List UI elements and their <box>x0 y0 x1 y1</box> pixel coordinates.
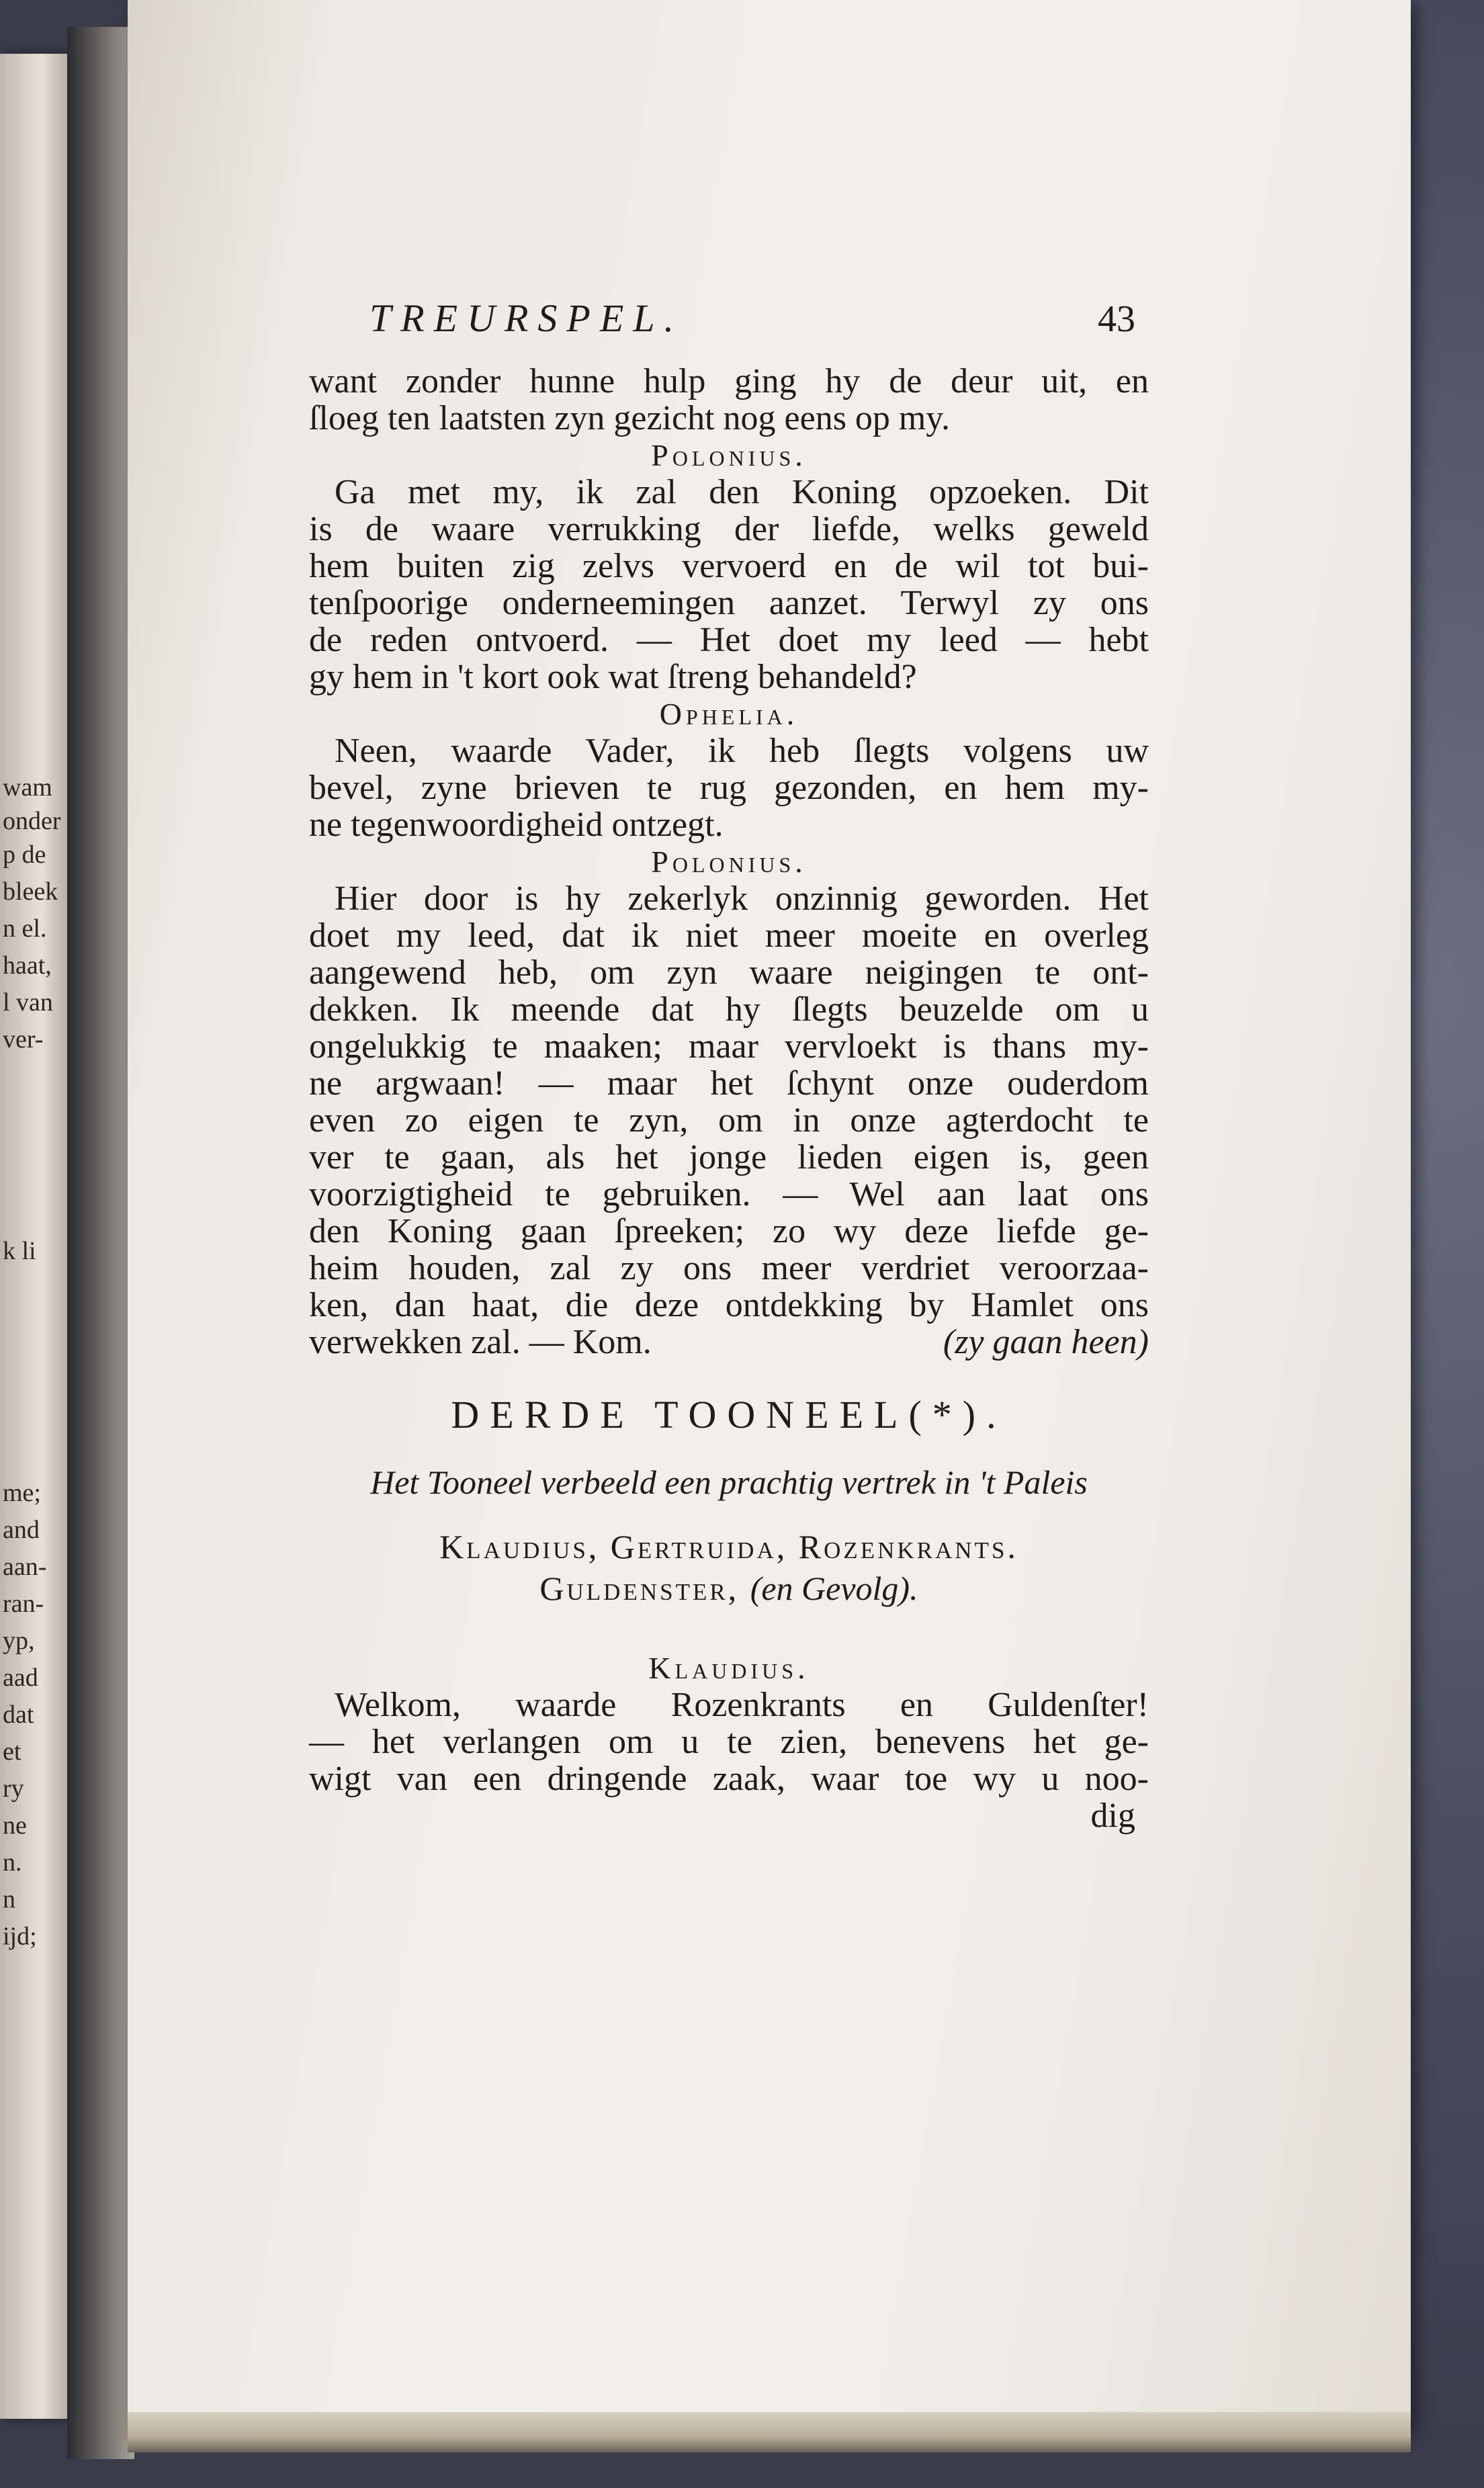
facing-page-fragment: yp, <box>3 1627 35 1655</box>
text-line-with-stage-direction <box>309 1324 1149 1361</box>
text-line: want zonder hunne hulp ging hy de deur uit, en <box>309 362 1149 400</box>
text-line: ver te gaan, als het jonge lieden eigen is, geen <box>309 1138 1149 1176</box>
text-line: even zo eigen te zyn, om in onze agterdocht te <box>309 1101 1149 1140</box>
cast-line: Klaudius, Gertruida, Rozenkrants. <box>439 1528 1018 1565</box>
running-head <box>369 296 1135 341</box>
text-line: ongelukkig te maaken; maar vervloekt is thans my- <box>309 1027 1149 1066</box>
cast-line-2 <box>309 1568 1149 1609</box>
text-line: ken, dan haat, die deze ontdekking by Hamlet ons <box>309 1286 1149 1324</box>
facing-page-fragment: ran- <box>3 1590 44 1618</box>
facing-page-fragment: p de <box>3 841 46 869</box>
stage-direction: (zy gaan heen) <box>943 1323 1149 1361</box>
facing-page-fragment: k li <box>3 1237 36 1265</box>
text-line: voorzigtigheid te gebruiken. — Wel aan laat ons <box>309 1175 1149 1213</box>
scene-setting: Het Tooneel verbeeld een prachtig vertrek in 't Paleis <box>370 1463 1088 1501</box>
speaker-name: Polonius. <box>651 845 807 879</box>
catchword: dig <box>1090 1797 1135 1835</box>
facing-page-fragment: n. <box>3 1848 22 1877</box>
scene-heading: DERDE TOONEEL(*). <box>451 1393 1007 1436</box>
cast-note: (en Gevolg). <box>750 1570 918 1607</box>
text-line: ne tegenwoordigheid ontzegt. <box>309 806 724 844</box>
text-line: de reden ontvoerd. — Het doet my leed — hebt <box>309 621 1149 659</box>
facing-page-fragment: ne <box>3 1811 27 1840</box>
facing-page-fragment: ver- <box>3 1025 44 1054</box>
text-line: den Koning gaan ſpreeken; zo wy deze liefde ge- <box>309 1212 1149 1250</box>
facing-page-fragment: et <box>3 1738 21 1766</box>
text-line: Neen, waarde Vader, ik heb ſlegts volgens uw <box>335 732 1149 770</box>
book-page <box>128 0 1411 2432</box>
book-gutter <box>67 27 134 2459</box>
cast-list <box>309 1526 1149 1609</box>
speaker-name: Polonius. <box>651 438 807 472</box>
facing-page-fragment: ijd; <box>3 1922 37 1950</box>
cast-name: Guldenster, <box>539 1570 750 1607</box>
facing-page-fragment: wam <box>3 773 52 802</box>
facing-page-edge <box>0 54 74 2419</box>
facing-page-fragment: bleek <box>3 877 58 906</box>
speaker-name: Klaudius. <box>648 1651 810 1685</box>
text-line: Welkom, waarde Rozenkrants en Guldenſter! <box>335 1686 1149 1724</box>
text-line: aangewend heb, om zyn waare neigingen te ont- <box>309 953 1149 992</box>
speaker-name: Ophelia. <box>659 697 799 731</box>
text-line: bevel, zyne brieven te rug gezonden, en hem my- <box>309 769 1149 807</box>
text-line: dekken. Ik meende dat hy ſlegts beuzelde om u <box>309 990 1149 1029</box>
page-edge-stain <box>128 2412 1411 2452</box>
facing-page-fragment: ry <box>3 1774 24 1803</box>
text-line: wigt van een dringende zaak, waar toe wy u noo- <box>309 1760 1149 1798</box>
facing-page-fragment: aad <box>3 1664 38 1692</box>
text-line: Hier door is hy zekerlyk onzinnig geworden. Het <box>335 880 1149 918</box>
text-line: verwekken zal. — Kom. <box>309 1323 652 1361</box>
text-line: ne argwaan! — maar het ſchynt onze ouderdom <box>309 1064 1149 1103</box>
facing-page-fragment: aan- <box>3 1553 47 1581</box>
facing-page-fragment: onder <box>3 807 61 835</box>
text-line: — het verlangen om u te zien, benevens het ge- <box>309 1723 1149 1761</box>
text-line: doet my leed, dat ik niet meer moeite en overleg <box>309 916 1149 955</box>
facing-page-fragment: n <box>3 1885 15 1914</box>
running-title: TREURSPEL. <box>369 296 684 340</box>
text-line: Ga met my, ik zal den Koning opzoeken. Dit <box>335 473 1149 511</box>
page-number: 43 <box>1098 298 1135 340</box>
facing-page-fragment: me; <box>3 1479 41 1507</box>
body-text <box>309 363 1149 1834</box>
facing-page-fragment: and <box>3 1516 40 1544</box>
facing-page-fragment: haat, <box>3 951 52 980</box>
text-line: ſloeg ten laatsten zyn gezicht nog eens op my. <box>309 399 951 437</box>
facing-page-fragment: n el. <box>3 914 47 943</box>
facing-page-fragment: dat <box>3 1701 34 1729</box>
text-line: heim houden, zal zy ons meer verdriet veroorzaa- <box>309 1249 1149 1287</box>
text-line: hem buiten zig zelvs vervoerd en de wil tot bui- <box>309 547 1149 585</box>
facing-page-fragment: l van <box>3 988 53 1017</box>
text-line: tenſpoorige onderneemingen aanzet. Terwyl zy ons <box>309 584 1149 622</box>
text-line: is de waare verrukking der liefde, welks geweld <box>309 510 1149 548</box>
text-line: gy hem in 't kort ook wat ſtreng behandeld? <box>309 658 917 696</box>
